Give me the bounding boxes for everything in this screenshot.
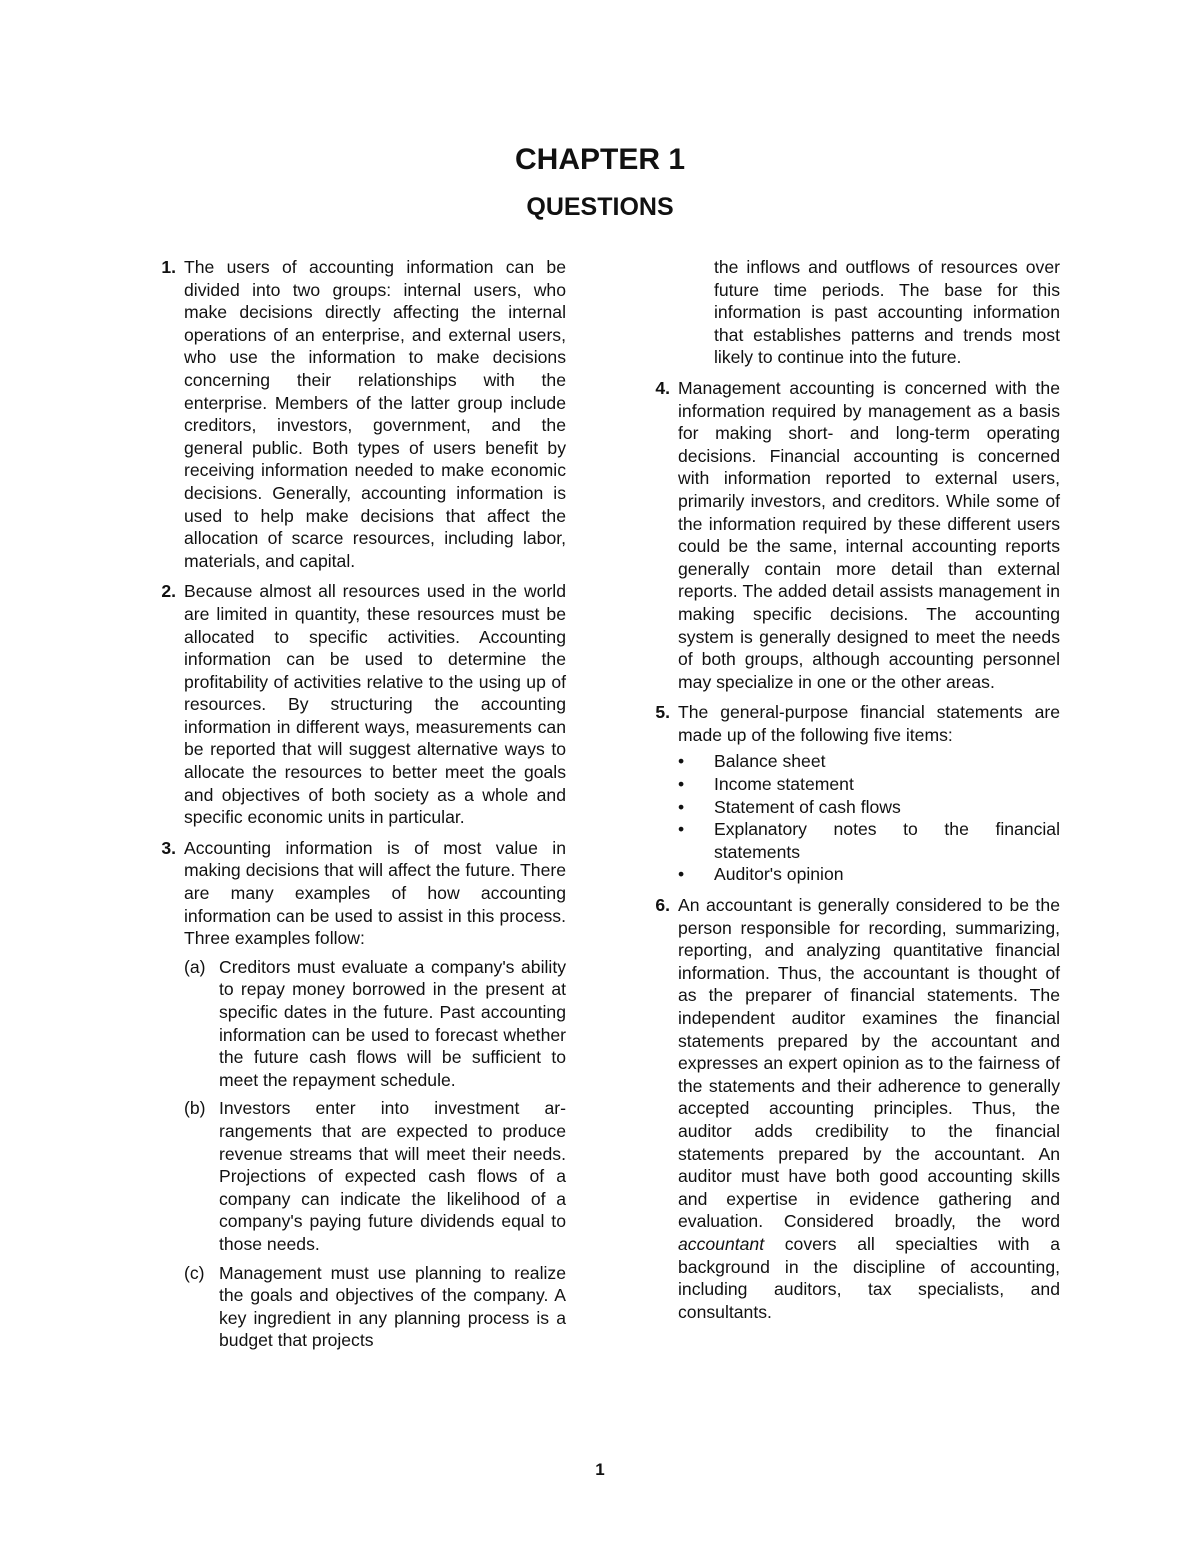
list-item-text: Statement of cash flows: [714, 796, 901, 817]
sub-item-text: Creditors must evaluate a company's ability to repay money borrowed in the present at specific dates in the future. Past accounting information can be used to forecast whether the future cash flows will be sufficient to meet the repayment schedule.: [219, 956, 566, 1090]
question-2: [161, 580, 566, 829]
question-text: Accounting information is of most value in making decisions that will affect the future. There are many examples of how accounting information can be used to assist in this process. Three examples follow:: [184, 837, 566, 949]
sub-item-label: (a): [184, 956, 206, 977]
sub-item-label: (c): [184, 1262, 205, 1283]
question-number: 2.: [161, 581, 176, 602]
list-item: [678, 773, 1060, 796]
question-4: [655, 377, 1060, 693]
question-number: 5.: [655, 702, 670, 723]
bullet-icon: •: [678, 819, 685, 840]
question-text: Because almost all resources used in the world are limited in quantity, these resources must be allocated to specific activities. Accounting information can be used to determine the profitability of activities relative to the using up of resources. By structuring the accounting information in different ways, measurements can be reported that will suggest alternative ways to allocate the resources to better meet the goals and objectives of both society as a whole and specific economic units in particular.: [184, 581, 566, 828]
sub-item-b: [184, 1097, 566, 1255]
list-item-text: Explanatory notes to the financial statements: [714, 819, 1060, 862]
question-6: [655, 894, 1060, 1323]
sub-item-c: [184, 1262, 566, 1352]
question-number: 4.: [655, 377, 670, 398]
page-header: [0, 140, 1200, 224]
question-text: The users of accounting information can be divided into two groups: internal users, who make decisions directly affecting the internal operations of an enterprise, and external users, who use the information to make decisions concerning their relationships with the enterprise. Members of the latter group include creditors, investors, government, and the general public. Both types of users benefit by receiving information needed to make economic decisions. Generally, accounting information is used to help make decisions that affect the allocation of scarce resources, including labor, materials, and capital.: [184, 257, 566, 571]
list-item-text: Auditor's opinion: [714, 864, 844, 885]
list-item-text: Balance sheet: [714, 751, 826, 772]
list-item: [678, 818, 1060, 863]
sub-item-a: [184, 956, 566, 1092]
question-3: [161, 837, 566, 1352]
question-3-continuation: the inflows and outflows of resources over future time periods. The base for this information is past accounting information that establishes patterns and trends most likely to continue into the future.: [714, 257, 1060, 368]
question-number: 6.: [655, 895, 670, 916]
question-number: 3.: [161, 837, 176, 858]
section-title: QUESTIONS: [526, 193, 674, 221]
question-text: Management accounting is concerned with the information required by management as a basis for making short- and long-term operating decisions. Financial accounting is concerned with information reported to external users, primarily investors, and creditors. While some of the information required by these different users could be the same, internal accounting reports generally contain more detail than external reports. The added detail assists management in making specific decisions. The accounting system is generally designed to meet the needs of both groups, although accounting personnel may specialize in one or the other areas.: [678, 377, 1060, 692]
right-column: [655, 256, 1060, 1331]
list-item-text: Income statement: [714, 774, 854, 795]
bullet-icon: •: [678, 796, 685, 817]
chapter-title: CHAPTER 1: [514, 143, 686, 176]
question-number: 1.: [161, 257, 176, 277]
list-item: [678, 796, 1060, 819]
bullet-icon: •: [678, 751, 685, 772]
bullet-icon: •: [678, 864, 685, 885]
list-item: [678, 750, 1060, 773]
question-1: [161, 256, 566, 572]
left-column: [161, 256, 566, 1360]
list-item: [678, 863, 1060, 886]
page-number: 1: [595, 1460, 605, 1479]
sub-item-label: (b): [184, 1098, 206, 1119]
question-text: [678, 894, 1060, 1323]
bullet-icon: •: [678, 774, 685, 795]
question-text: The general-purpose financial statements are made up of the following five items:: [678, 702, 1060, 745]
financial-statements-list: [678, 750, 1060, 886]
question-text-part-1: An accountant is generally considered to be the person responsible for recording, summarizing, reporting, and analyzing quantitative financial information. Thus, the accountant is thought of as the preparer of financial statements. The independent auditor examines the financial statements prepared by the accountant and expresses an expert opinion as to the fairness of the statements and their adherence to generally accepted accounting principles. Thus, the auditor adds credibility to the financial statements prepared by the accountant. An auditor must have both good accounting skills and expertise in evidence gathering and evaluation. Considered broadly, the word: [678, 895, 1060, 1232]
question-text-part-2: covers all specialties with a background in the discipline of accounting, including auditors, tax specialists, and consultants.: [678, 1233, 1060, 1322]
sub-item-text: Investors enter into investment arrangements that are expected to produce revenue streams that will meet their needs. Projections of expected cash flows of a company can indicate the likelihood of a company's paying future dividends equal to those needs.: [219, 1098, 566, 1254]
sub-item-text: Management must use planning to realize the goals and objectives of the company. A key ingredient in any planning process is a budget that projects: [219, 1262, 566, 1351]
emphasized-term: accountant: [678, 1233, 765, 1254]
question-5: [655, 701, 1060, 886]
